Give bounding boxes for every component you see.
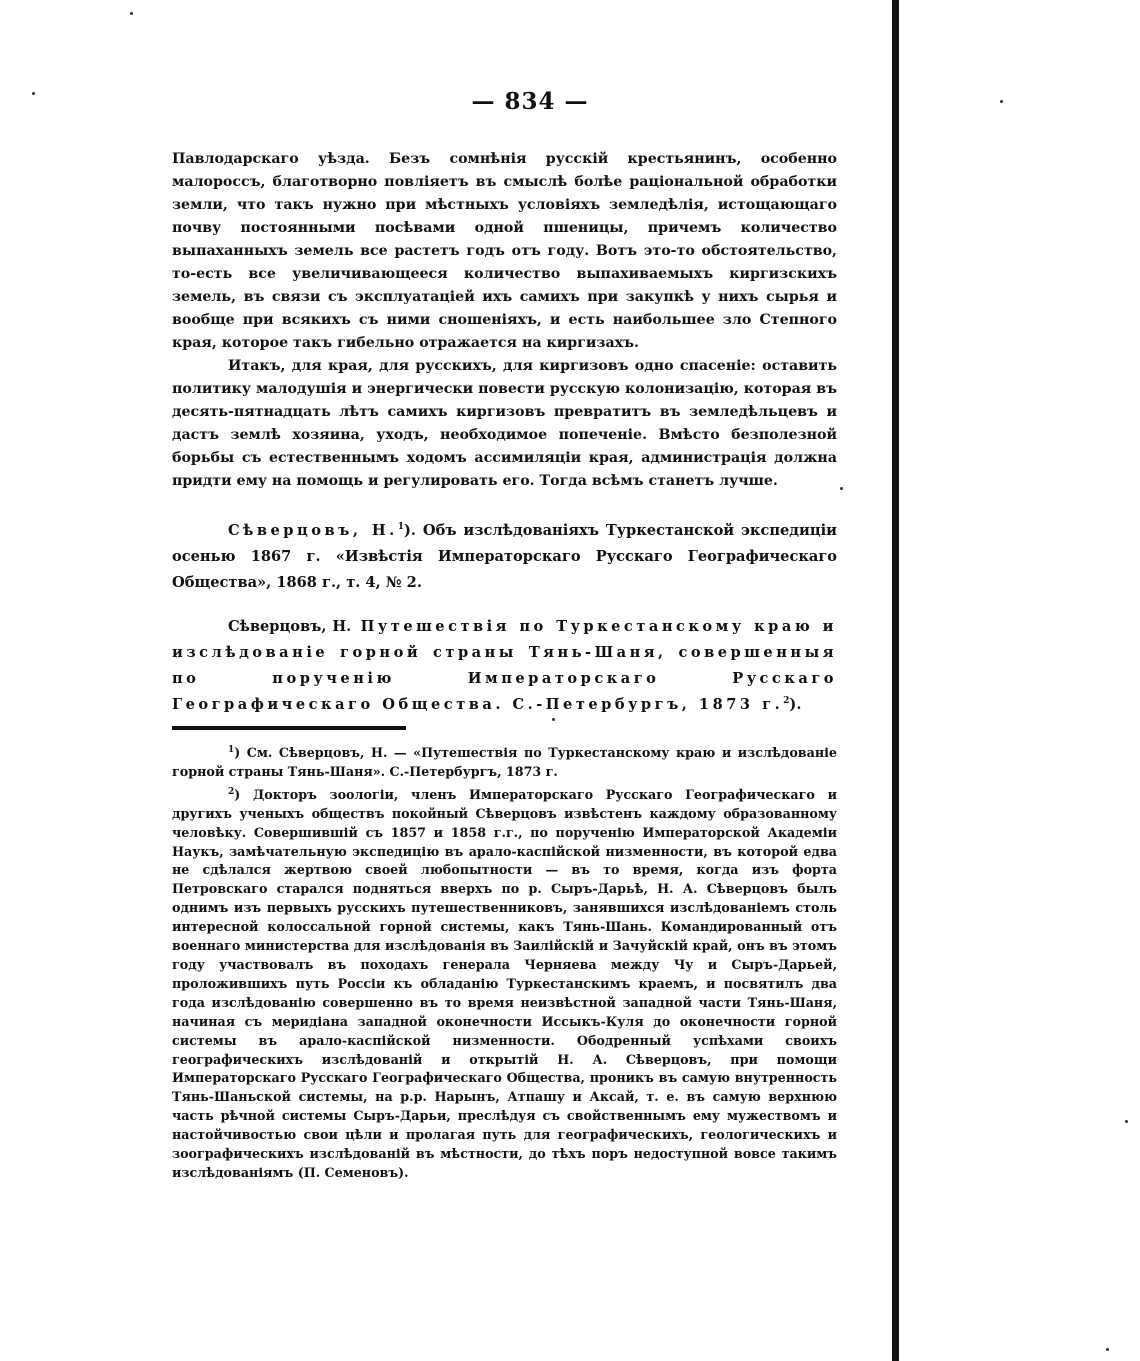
reference-author: Сѣверцовъ, Н. (228, 522, 398, 539)
reference-entry (172, 614, 837, 718)
footnote-marker[interactable]: 1 (397, 522, 404, 533)
scan-speck (32, 92, 35, 95)
footnote-1 (172, 744, 837, 782)
scan-speck (840, 487, 843, 490)
page-number: — 834 — (471, 88, 589, 115)
reference-text: ). Объ изслѣдованіяхъ Туркестанской экспедиціи осенью 1867 г. «Извѣстія Императорскаго Русскаго Географическаго Общества», 1868 г., т. 4, № 2. (172, 522, 838, 591)
reference-entry (172, 518, 837, 596)
footnotes (172, 744, 837, 1187)
footnote-number: 1 (228, 744, 235, 755)
paragraph-1: Павлодарскаго уѣзда. Безъ сомнѣнія русскій крестьянинъ, особенно малороссъ, благотворно повліяетъ въ смыслѣ болѣе раціональной обработки земли, что такъ нужно при мѣстныхъ условіяхъ земледѣлія, истощающаго почву постоянными посѣвами одной пшеницы, причемъ количество выпаханныхъ земель все растетъ годъ отъ году. Вотъ это-то обстоятельство, то-есть все увеличивающееся количество выпахиваемыхъ киргизскихъ земель, въ связи съ эксплуатаціей ихъ самихъ при закупкѣ у нихъ сырья и вообще при всякихъ съ ними сношеніяхъ, и есть наибольшее зло Степного края, которое такъ гибельно отражается на киргизахъ. (172, 151, 837, 351)
reference-author: Сѣверцовъ, Н. (228, 618, 352, 635)
footnote-marker[interactable]: 2 (783, 696, 790, 707)
scan-speck (1000, 100, 1003, 103)
scan-speck (1106, 1348, 1109, 1351)
scan-speck (552, 718, 555, 721)
footnote-separator (172, 726, 406, 730)
page-edge-vertical-rule (892, 0, 899, 1361)
footnote-number: 2 (228, 786, 235, 797)
reference-tail: ). (789, 696, 802, 713)
paragraph-2: Итакъ, для края, для русскихъ, для киргизовъ одно спасеніе: оставить политику малодушія и энергически повести русскую колонизацію, которая въ десять-пятнадцать лѣтъ самихъ киргизовъ превратитъ въ земледѣльцевъ и дастъ землѣ хозяина, уходъ, необходимое попеченіе. Вмѣсто безполезной борьбы съ естественнымъ ходомъ ассимиляціи края, администрація должна придти ему на помощь и регулировать его. Тогда всѣмъ станетъ лучше. (172, 358, 837, 489)
footnote-text: ) Докторъ зоологіи, членъ Императорскаго Русскаго Географическаго и другихъ ученыхъ обществъ покойный Сѣверцовъ извѣстенъ каждому образованному человѣку. Совершившій съ 1857 и 1858 г.г., по порученію Императорской Академіи Наукъ, замѣчательную экспедицію въ арало-каспійской низменности, въ которой едва не сдѣлался жертвою своей любопытности — въ то время, когда изъ форта Петровскаго старался подняться вверхъ по р. Сыръ-Дарьѣ, Н. А. Сѣверцовъ былъ однимъ изъ первыхъ русскихъ путешественниковъ, занявшихся изслѣдованіемъ столь интересной колоссальной горной системы, какъ Тянь-Шань. Командированный отъ военнаго министерства для изслѣдованія въ Заилійскій и Зачуйскій край, онъ въ этомъ году участвовалъ въ походахъ генерала Черняева между Чу и Сыръ-Дарьей, проложившихъ путь Россіи къ обладанію Туркестанскимъ краемъ, и посвятилъ два года изслѣдованію совершенно въ то время неизвѣстной западной части Тянь-Шаня, начиная съ меридіана западной оконечности Иссыкъ-Куля до оконечности горной системы въ арало-каспійской низменности. Ободренный успѣхами своихъ географическихъ изслѣдованій и открытій Н. А. Сѣверцовъ, при помощи Императорскаго Русскаго Географическаго Общества, проникъ въ самую внутренность Тянь-Шаньской системы, на р.р. Нарынъ, Атпашу и Аксай, т. е. въ самую верхнюю часть рѣчной системы Сыръ-Дарьи, преслѣдуя съ свойственнымъ ему мужествомъ и настойчивостью свои цѣли и пролагая путь для географическихъ, геологическихъ и зоографическихъ изслѣдованій въ мѣстности, до тѣхъ поръ недоступной вовсе такимъ изслѣдованіямъ (П. Семеновъ). (172, 786, 837, 1180)
footnote-text: ) См. Сѣверцовъ, Н. — «Путешествія по Туркестанскому краю и изслѣдованіе горной страны Тянь-Шаня». С.-Петербургъ, 1873 г. (172, 745, 837, 779)
scan-speck (130, 12, 133, 15)
scan-speck (1125, 1120, 1128, 1123)
main-text (172, 148, 837, 493)
reference-text: Путешествія по Туркестанскому краю и изслѣдованіе горной страны Тянь-Шаня, совершенныя по порученію Императорскаго Русскаго Географическаго Общества. С.-Петербургъ, 1873 г. (172, 618, 837, 713)
footnote-2 (172, 786, 837, 1183)
